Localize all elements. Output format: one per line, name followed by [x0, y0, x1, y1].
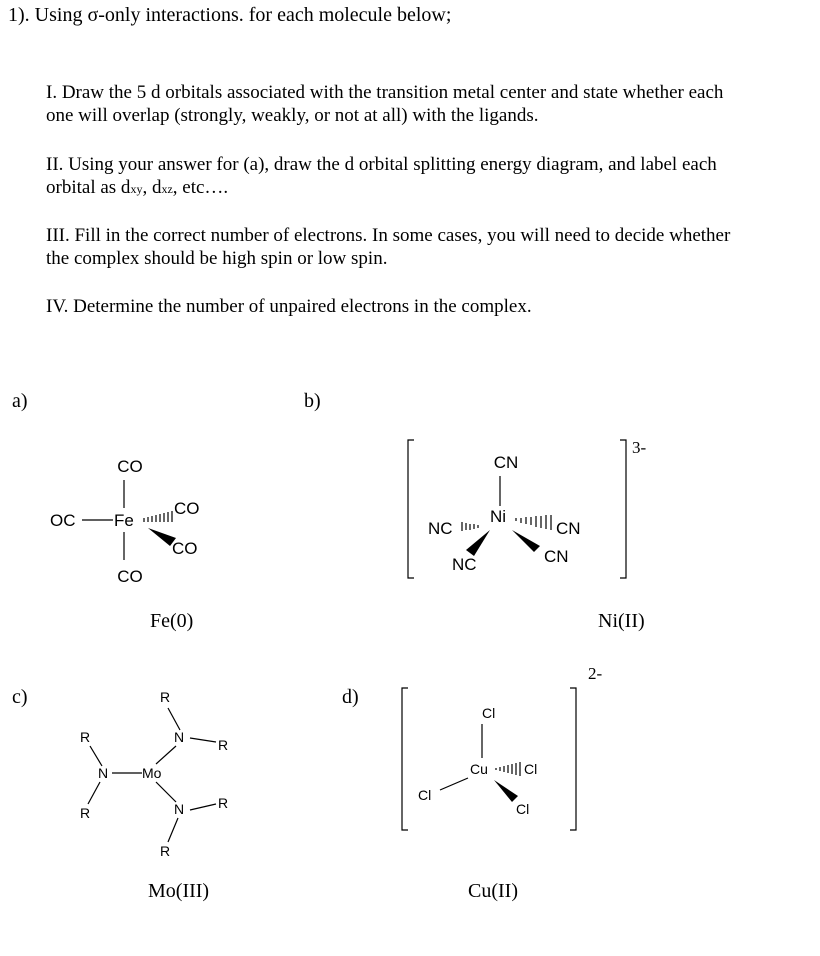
cu-oxidation-state: Cu(II) — [468, 880, 518, 902]
mo-bond-n-left-r-bottom — [88, 782, 100, 804]
mo-r-bottom-right: R — [218, 795, 229, 811]
instruction-2-mid: , d — [142, 177, 162, 198]
fe-oxidation-state: Fe(0) — [150, 610, 194, 632]
structure-fe-co5 — [50, 457, 200, 586]
mo-r-bottom: R — [160, 843, 171, 859]
ni-bracket-right — [620, 440, 626, 578]
part-a-label: a) — [12, 390, 28, 412]
part-b-label: b) — [304, 390, 321, 412]
cu-complex-atoms — [418, 705, 537, 817]
mo-r-left-bottom: R — [80, 805, 91, 821]
fe-ligand-co-hashed: CO — [174, 499, 200, 518]
instruction-1-line1: I. Draw the 5 d orbitals associated with the transition metal center and state whether each — [46, 82, 724, 103]
ni-ligand-cn-top: CN — [493, 453, 519, 472]
cu-hashed — [496, 762, 520, 776]
cu-solid-wedge — [494, 780, 518, 802]
ni-wedge-right — [512, 530, 540, 552]
mo-bond-n-bottom-r — [190, 804, 216, 810]
mo-bond-r-n-left-top — [90, 746, 102, 766]
part-c-label: c) — [12, 686, 28, 708]
fe-ligand-co-top: CO — [117, 457, 143, 476]
instruction-4-line1: IV. Determine the number of unpaired electrons in the complex. — [46, 296, 532, 317]
ni-hashed-left — [462, 522, 478, 531]
mo-r-top: R — [160, 689, 171, 705]
ni-complex-atoms — [428, 453, 581, 574]
cu-bracket-right — [570, 688, 576, 830]
cu-ligand-cl-left: Cl — [418, 787, 432, 803]
cu-ligand-cl-top: Cl — [482, 705, 496, 721]
ni-hashed-right — [516, 515, 551, 530]
instruction-2-line1: II. Using your answer for (a), draw the d orbital splitting energy diagram, and label each — [46, 154, 717, 175]
structure-mo-amide — [80, 689, 228, 859]
cu-ligand-cl-wedge: Cl — [516, 801, 530, 817]
fe-hashed-wedge — [144, 511, 172, 522]
mo-bond-mo-n-top — [156, 746, 176, 764]
ni-ligand-nc-wedge: NC — [452, 555, 477, 574]
mo-n-top: N — [174, 729, 185, 745]
fe-ligand-co-bottom: CO — [117, 567, 143, 586]
part-d-label: d) — [342, 686, 359, 708]
fe-ligand-co-wedge: CO — [172, 539, 198, 558]
ni-ligand-nc-left: NC — [428, 519, 453, 538]
instruction-3-line2: the complex should be high spin or low spin. — [46, 248, 388, 269]
ni-ligand-cn-hashed: CN — [556, 519, 581, 538]
mo-bond-n-top-r — [190, 738, 216, 742]
mo-bond-mo-n-bottom — [156, 782, 176, 802]
fe-metal: Fe — [114, 511, 134, 530]
instruction-1-line2: one will overlap (strongly, weakly, or not at all) with the ligands. — [46, 105, 539, 126]
cu-bracket-left — [402, 688, 408, 830]
instruction-2-suffix: , etc…. — [172, 177, 229, 198]
ni-complex-charge: 3- — [632, 438, 647, 457]
cu-ligand-cl-hashed: Cl — [524, 761, 538, 777]
cu-complex-charge: 2- — [588, 664, 603, 683]
cu-bond-left — [440, 778, 468, 790]
mo-oxidation-state: Mo(III) — [148, 880, 210, 902]
mo-n-bottom: N — [174, 801, 185, 817]
mo-bond-n-bottom-r-bottom — [168, 818, 178, 842]
ni-oxidation-state: Ni(II) — [598, 610, 645, 632]
question-title: 1). Using σ-only interactions. for each molecule below; — [8, 4, 452, 26]
ni-wedge-left — [466, 530, 490, 556]
subscript-xy: xy — [130, 182, 143, 196]
instruction-2-prefix: orbital as d — [46, 177, 131, 198]
mo-r-left-top: R — [80, 729, 91, 745]
cu-metal: Cu — [470, 761, 488, 777]
instruction-3-line1: III. Fill in the correct number of electrons. In some cases, you will need to decide whether — [46, 225, 731, 246]
mo-r-top-right: R — [218, 737, 229, 753]
mo-bond-r-top — [168, 708, 180, 730]
mo-metal: Mo — [142, 765, 162, 781]
ni-metal: Ni — [490, 507, 507, 526]
ni-bracket-left — [408, 440, 414, 578]
subscript-xz: xz — [161, 182, 173, 196]
mo-n-left: N — [98, 765, 109, 781]
ni-ligand-cn-wedge: CN — [544, 547, 569, 566]
fe-ligand-oc-left: OC — [50, 511, 76, 530]
